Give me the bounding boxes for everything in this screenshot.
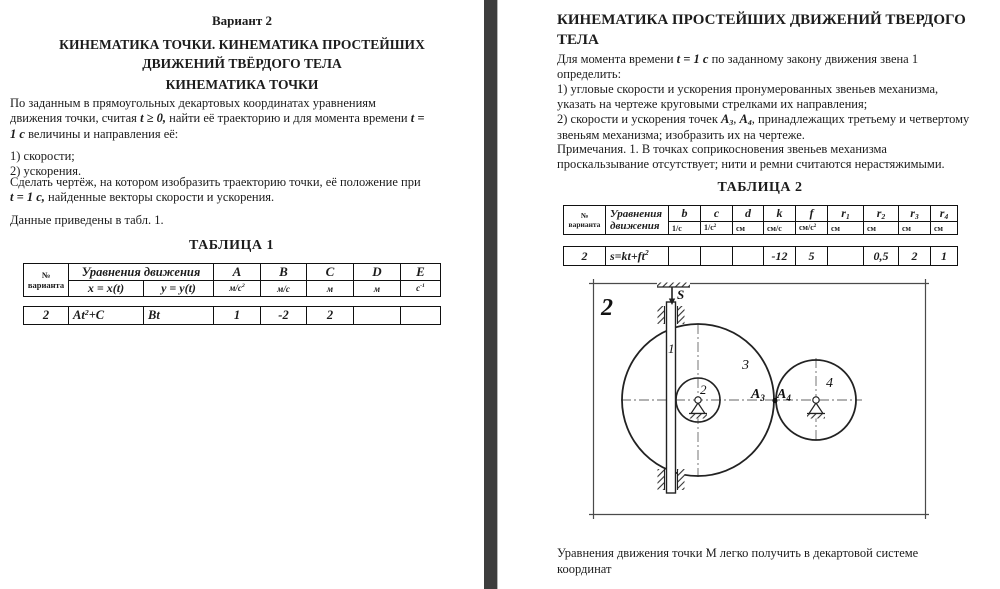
point-a3-label: $A_3$ (751, 387, 765, 403)
cell-variant: 2 (564, 247, 606, 266)
right-page (498, 0, 1000, 589)
cell-d (733, 247, 764, 266)
table-1-col-variant: № варианта (24, 264, 69, 297)
table-2-col-r4: r4 (931, 206, 958, 222)
data-reference-line: Данные приведены в табл. 1. (10, 213, 164, 227)
table-1-col-E: E (401, 264, 441, 281)
cell-k: -12 (764, 247, 796, 266)
wheel-2-label: 2 (700, 382, 707, 397)
table-2-unit-f: $см/с^2$ (796, 222, 828, 235)
list-item-2: 2) ускорения. (10, 164, 82, 178)
wheel-3-label: 3 (742, 358, 749, 373)
ceiling-anchor (657, 283, 690, 288)
table-2-unit-r3: см (899, 222, 931, 235)
table-2-col-k: k (764, 206, 796, 222)
table-2-unit-r1: см (828, 222, 864, 235)
table-2-header (563, 205, 958, 235)
table-1-col-equations: Уравнения движения (69, 264, 214, 281)
table-2-col-d: d (733, 206, 764, 222)
table-2-unit-b: 1/с (669, 222, 701, 235)
table-1-col-B: B (261, 264, 307, 281)
table-2-unit-c: $1/с^2$ (701, 222, 733, 235)
table-row (24, 307, 441, 325)
rod-link-1 (667, 302, 676, 493)
table-2-unit-d: см (733, 222, 764, 235)
wheel-4-label: 4 (826, 376, 833, 391)
table-2-unit-k: см/с (764, 222, 796, 235)
cell-D (354, 307, 401, 325)
cell-E (401, 307, 441, 325)
table-2-col-b: b (669, 206, 701, 222)
table-2-col-f: f (796, 206, 828, 222)
cell-r3: 2 (899, 247, 931, 266)
pivot-wheel-2 (689, 397, 707, 419)
table-2-unit-r2: см (864, 222, 899, 235)
table-2-col-r1: r1 (828, 206, 864, 222)
table-1-title: ТАБЛИЦА 1 (189, 238, 274, 253)
page-title: КИНЕМАТИКА ТОЧКИ. КИНЕМАТИКА ПРОСТЕЙШИХ ДВИЖЕНИЙ ТВЁРДОГО ТЕЛА (59, 37, 425, 71)
table-1-data (23, 306, 441, 325)
cell-r2: 0,5 (864, 247, 899, 266)
table-1-col-D: D (354, 264, 401, 281)
table-1-subcol-x: x = x(t) (69, 281, 144, 297)
drawing-instruction-paragraph: Сделать чертёж, на котором изобразить траекторию точки, её положение при t = 1 с, найденные векторы скорости и ускорения. (10, 175, 421, 205)
point-a4-label: $A_4$ (777, 387, 791, 403)
centerlines (621, 324, 862, 477)
mechanism-figure (589, 278, 933, 520)
table-2-col-r2: r2 (864, 206, 899, 222)
table-1-header (23, 263, 441, 297)
variant-title: Вариант 2 (211, 13, 273, 28)
table-2-col-variant: № варианта (564, 206, 606, 235)
cell-y-equation: Bt (144, 307, 214, 325)
table-1-col-A: A (214, 264, 261, 281)
cell-f: 5 (796, 247, 828, 266)
table-1-unit-B: м/с (261, 281, 307, 297)
cell-B: -2 (261, 307, 307, 325)
list-item-1: 1) угловые скорости и ускорения пронумерованных звеньев механизма, указать на чертеже круговыми стрелками их направления; (557, 82, 939, 112)
table-1-unit-D: м (354, 281, 401, 297)
table-row (564, 247, 958, 266)
page-title: КИНЕМАТИКА ПРОСТЕЙШИХ ДВИЖЕНИЙ ТВЕРДОГО ТЕЛА (557, 12, 966, 48)
table-2-col-equations: Уравнения движения (606, 206, 669, 235)
table-2-data (563, 246, 958, 266)
table-1-col-C: C (307, 264, 354, 281)
table-1-subcol-y: y = y(t) (144, 281, 214, 297)
section-title: КИНЕМАТИКА ТОЧКИ (165, 77, 319, 92)
table-2-title: ТАБЛИЦА 2 (717, 180, 803, 195)
notes-paragraph: Примечания. 1. В точках соприкосновения звеньев механизма проскальзывание отсутствует; нити и ремни считаются нерастяжимыми. (557, 142, 945, 172)
table-2-unit-r4: см (931, 222, 958, 235)
table-1-unit-A: $м/с^2$ (214, 281, 261, 297)
task-paragraph: По заданным в прямоугольных декартовых координатах уравнениям движения точки, считая t ≥ 0, найти её траекторию и для момента времени t = 1 с величины и направления её: (10, 96, 425, 141)
task-paragraph: Для момента времени t = 1 с по заданному закону движения звена 1 определить: (557, 52, 919, 82)
table-2-col-c: c (701, 206, 733, 222)
cell-x-equation: $At^2+C$ (69, 307, 144, 325)
cell-equation: $s=kt+ft^2$ (606, 247, 669, 266)
page-divider (484, 0, 498, 589)
cell-b (669, 247, 701, 266)
rod-label: 1 (668, 341, 675, 356)
table-1-unit-C: м (307, 281, 354, 297)
cell-C: 2 (307, 307, 354, 325)
table-1-unit-E: $с^{-1}$ (401, 281, 441, 297)
list-item-1: 1) скорости; (10, 149, 75, 163)
cell-c (701, 247, 733, 266)
table-2-col-r3: r3 (899, 206, 931, 222)
footer-paragraph: Уравнения движения точки М легко получить в декартовой системе координат (557, 546, 919, 576)
cell-A: 1 (214, 307, 261, 325)
s-label: S (677, 287, 685, 302)
cell-r1 (828, 247, 864, 266)
cell-r4: 1 (931, 247, 958, 266)
cell-variant: 2 (24, 307, 69, 325)
left-page (0, 0, 484, 589)
list-item-2: 2) скорости и ускорения точек A3, A4, принадлежащих третьему и четвертому звеньям механизма; изобразить их на чертеже. (557, 112, 970, 143)
figure-number-label: 2 (601, 295, 613, 321)
